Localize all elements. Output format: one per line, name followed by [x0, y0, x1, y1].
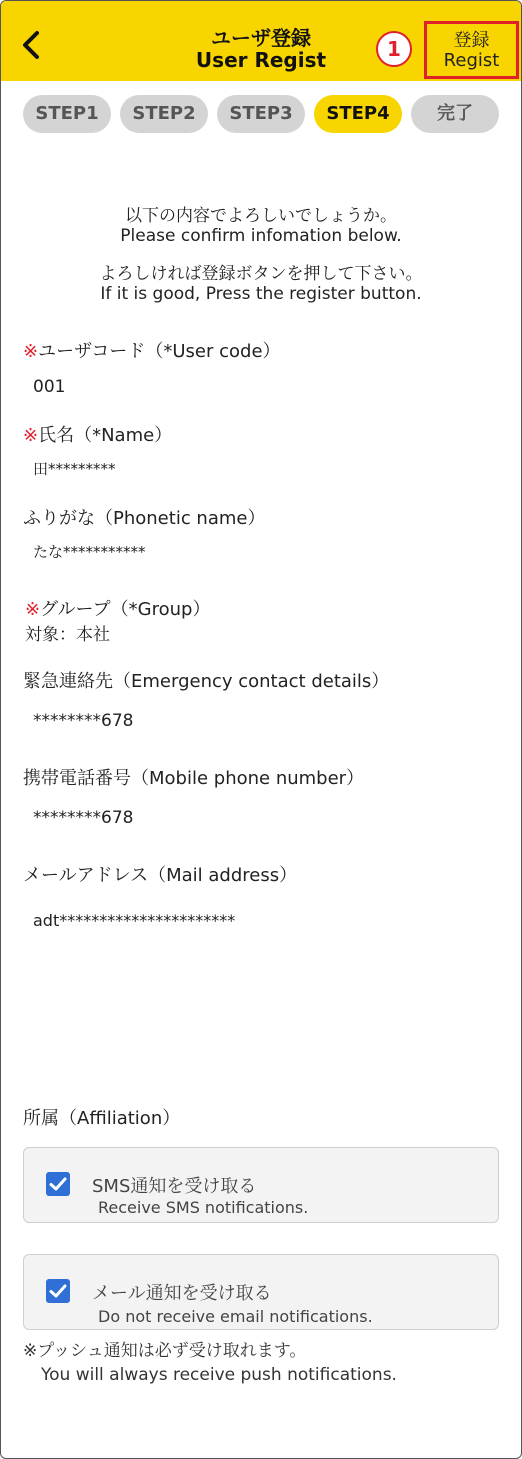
push-note-ja: ※プッシュ通知は必ず受け取れます。: [23, 1341, 307, 1361]
back-button[interactable]: [15, 27, 51, 63]
name-label: [23, 421, 172, 447]
regist-button[interactable]: [424, 21, 519, 79]
mobile-label: 携帯電話番号（Mobile phone number）: [23, 768, 365, 789]
sms-option-sublabel: Receive SMS notifications.: [98, 1198, 309, 1217]
group-label-text: グループ（*Group）: [40, 599, 211, 620]
mail-label: メールアドレス（Mail address）: [23, 865, 298, 886]
email-option-label: メール通知を受け取る: [92, 1283, 272, 1304]
affiliation-label: 所属（Affiliation）: [23, 1108, 181, 1129]
required-mark: ※: [23, 425, 39, 446]
name-label-text: 氏名（*Name）: [38, 425, 173, 446]
phonetic-label: ふりがな（Phonetic name）: [23, 508, 266, 529]
step-1: STEP1: [23, 95, 111, 133]
required-mark: ※: [25, 599, 41, 620]
emergency-value: ********678: [33, 711, 134, 731]
step-4: STEP4: [314, 95, 402, 133]
email-option-sublabel: Do not receive email notifications.: [98, 1307, 373, 1326]
confirm-line1-en: Please confirm infomation below.: [120, 226, 402, 246]
mobile-value: ********678: [33, 808, 134, 828]
confirm-message: [1, 206, 521, 304]
sms-checkbox[interactable]: [46, 1172, 70, 1196]
checkmark-icon: [46, 1279, 70, 1303]
sms-option-label: SMS通知を受け取る: [92, 1176, 257, 1197]
page-title: [161, 27, 361, 71]
push-note-en: You will always receive push notifications.: [41, 1365, 397, 1385]
group-value: 対象：本社: [25, 625, 110, 645]
sms-notification-option[interactable]: [23, 1147, 499, 1223]
step-3: STEP3: [217, 95, 305, 133]
chevron-left-icon: [15, 27, 51, 63]
confirm-line1-ja: 以下の内容でよろしいでしょうか。: [125, 206, 397, 226]
page-title-ja: ユーザ登録: [211, 26, 311, 50]
regist-label-ja: 登録: [453, 30, 490, 51]
email-checkbox[interactable]: [46, 1279, 70, 1303]
user-code-value: 001: [33, 377, 66, 397]
name-value: 田*********: [33, 460, 116, 478]
confirm-line2-en: If it is good, Press the register button.: [100, 284, 422, 304]
checkmark-icon: [46, 1172, 70, 1196]
user-code-label: [23, 337, 281, 363]
confirm-line2-ja: よろしければ登録ボタンを押して下さい。: [99, 264, 423, 284]
page-title-en: User Regist: [195, 48, 327, 72]
step-complete: 完了: [411, 95, 499, 133]
email-notification-option[interactable]: [23, 1254, 499, 1330]
step-2: STEP2: [120, 95, 208, 133]
annotation-badge: 1: [376, 31, 412, 67]
emergency-label: 緊急連絡先（Emergency contact details）: [23, 671, 390, 692]
regist-label-en: Regist: [443, 50, 500, 71]
required-mark: ※: [23, 341, 39, 362]
phonetic-value: たな***********: [33, 543, 146, 561]
group-label: [25, 595, 210, 621]
header-bar: [1, 1, 521, 81]
user-code-label-text: ユーザコード（*User code）: [38, 341, 281, 362]
mail-value: adt**********************: [33, 911, 236, 930]
